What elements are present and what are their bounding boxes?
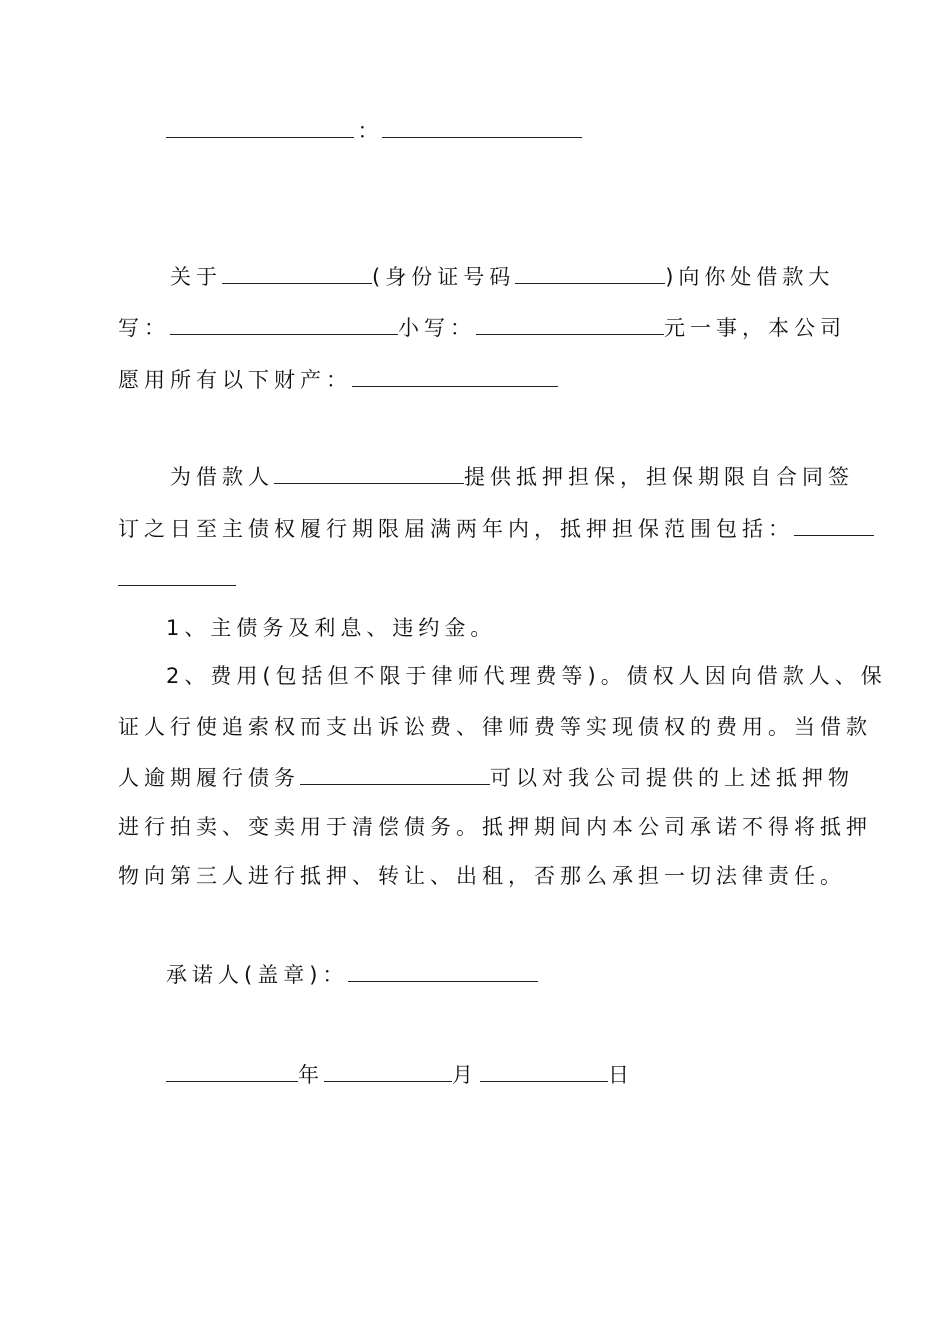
para2-line2 (118, 516, 874, 540)
item-2-line3 (118, 765, 854, 789)
scope-blank-b[interactable] (118, 566, 236, 586)
borrower-name-blank[interactable] (222, 264, 372, 284)
overdue-blank[interactable] (300, 765, 490, 785)
id-open-text: (身份证号码 (372, 265, 516, 289)
year-label: 年 (298, 1063, 319, 1087)
item-2-text-3b: 可以对我公司提供的上述抵押物 (490, 766, 854, 790)
item-2-text-2: 证人行使追索权而支出诉讼费、律师费等实现债权的费用。当借款 (118, 715, 872, 739)
month-blank[interactable] (324, 1062, 452, 1082)
item-2-text-3a: 人逾期履行债务 (118, 766, 300, 790)
item-2-text-5: 物向第三人进行抵押、转让、出租，否那么承担一切法律责任。 (118, 864, 846, 888)
month-label: 月 (452, 1063, 473, 1087)
day-label: 日 (608, 1063, 629, 1087)
item-2-line4 (118, 815, 872, 839)
item-1 (166, 616, 496, 640)
for-borrower-text: 为借款人 (170, 465, 274, 489)
para1-line3 (118, 367, 558, 391)
item-2-text-1: 2、费用(包括但不限于律师代理费等)。债权人因向借款人、保 (166, 664, 887, 688)
item-2-line5 (118, 864, 846, 888)
id-number-blank[interactable] (515, 264, 665, 284)
provide-text: 提供抵押担保，担保期限自合同签 (464, 465, 854, 489)
amount-small-label: 小写： (398, 316, 476, 340)
item-2-text-4: 进行拍卖、变卖用于清偿债务。抵押期间内本公司承诺不得将抵押 (118, 815, 872, 839)
header-blank-right[interactable] (382, 118, 582, 138)
item-1-text: 1、主债务及利息、违约金。 (166, 616, 497, 640)
yuan-text: 元一事，本公司 (664, 316, 846, 340)
property-blank[interactable] (352, 367, 558, 387)
loan-close-text: )向你处借款大 (665, 265, 835, 289)
year-blank[interactable] (166, 1062, 298, 1082)
about-text: 关于 (170, 265, 222, 289)
date-line (166, 1062, 632, 1086)
amount-big-blank[interactable] (170, 315, 398, 335)
property-label: 愿用所有以下财产： (118, 368, 352, 392)
signature-label: 承诺人(盖章)： (166, 963, 349, 987)
amount-small-blank[interactable] (476, 315, 664, 335)
header-colon: ： (357, 119, 379, 143)
borrower-blank[interactable] (274, 464, 464, 484)
scope-text: 订之日至主债权履行期限届满两年内，抵押担保范围包括： (118, 517, 794, 541)
para1-line1 (170, 264, 834, 288)
amount-big-label: 写： (118, 316, 170, 340)
header-blank-left[interactable] (166, 118, 354, 138)
signature-blank[interactable] (348, 962, 538, 982)
para2-line1 (170, 464, 854, 488)
scope-blank-a[interactable] (794, 516, 874, 536)
signature-line (166, 962, 538, 986)
item-2-line2 (118, 715, 872, 739)
header-line (166, 118, 582, 142)
day-blank[interactable] (480, 1062, 608, 1082)
item-2-line1 (166, 664, 887, 688)
para2-line3 (118, 566, 236, 590)
para1-line2 (118, 315, 846, 339)
